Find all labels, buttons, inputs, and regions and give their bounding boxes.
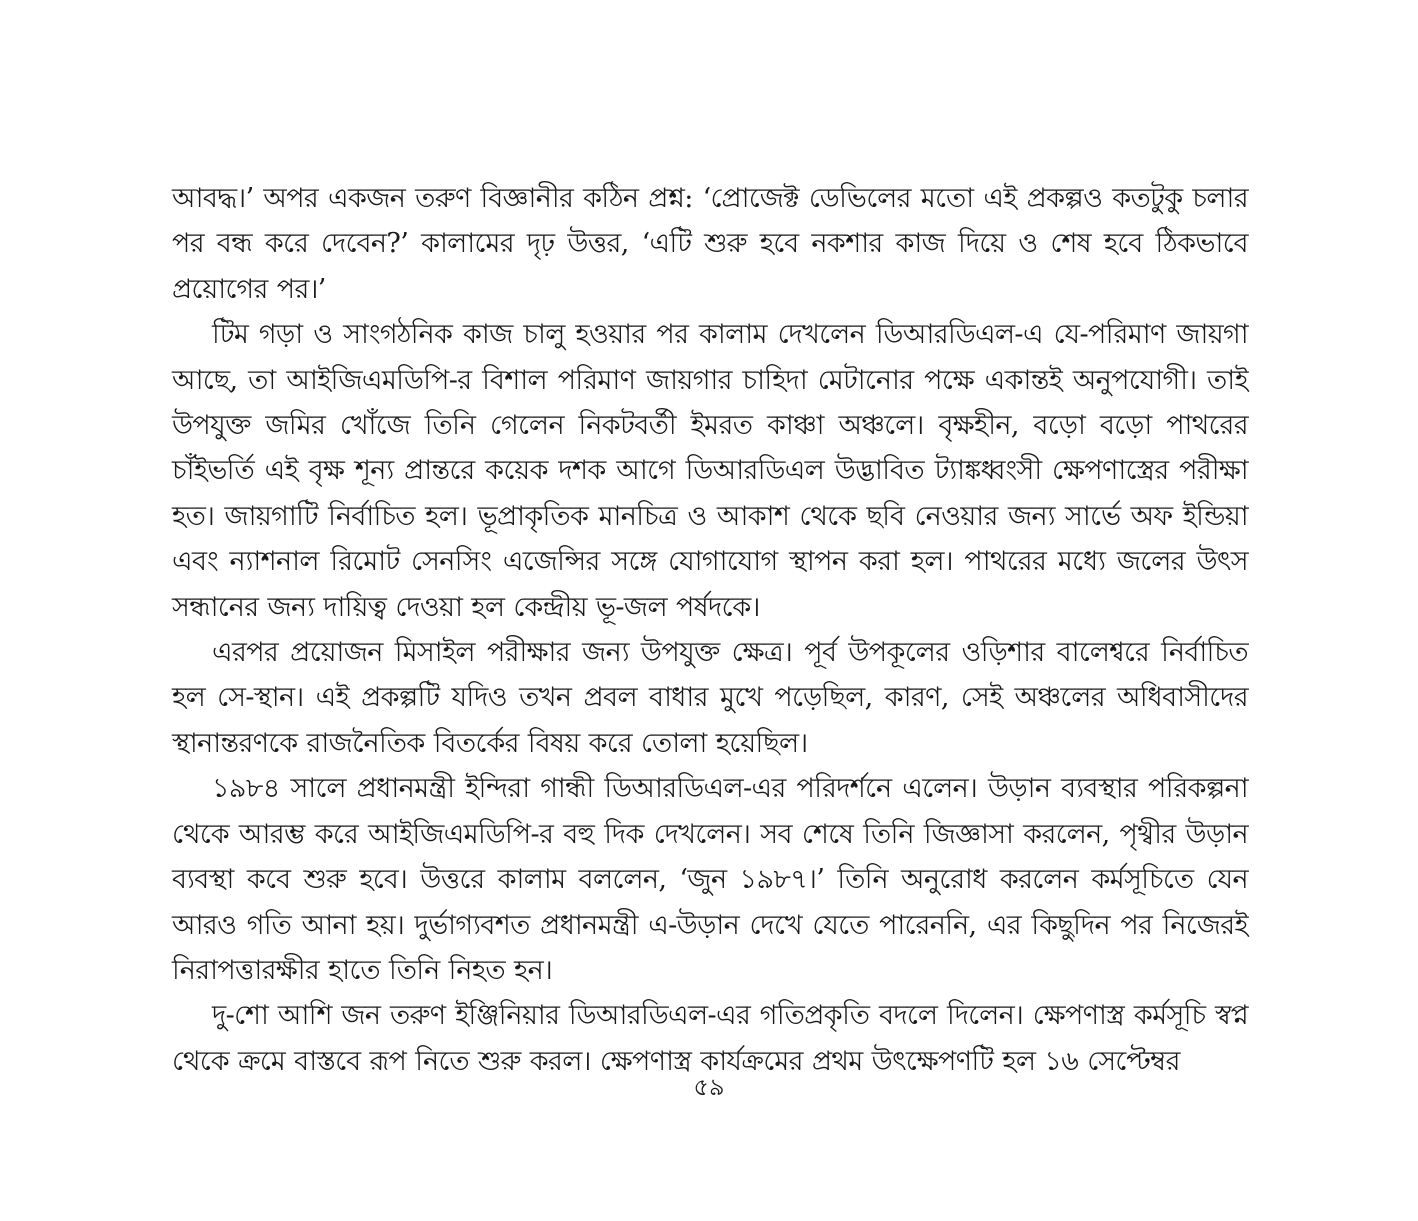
paragraph: ১৯৮৪ সালে প্রধানমন্ত্রী ইন্দিরা গান্ধী ডিআরডিএল-এর পরিদর্শনে এলেন। উড়ান ব্যবস্থার পরিকল্পনা থেকে আরম্ভ করে আইজিএমডিপি-র বহু দিক দেখলেন। সব শেষে তিনি জিজ্ঞাসা করলেন, পৃথ্বীর উড়ান ব্যবস্থা কবে শুরু হবে। উত্তরে কালাম বললেন, ‘জুন ১৯৮৭।’ তিনি অনুরোধ করলেন কর্মসূচিতে যেন আরও গতি আনা হয়। দুর্ভাগ্যবশত প্রধানমন্ত্রী এ-উড়ান দেখে যেতে পারেননি, এর কিছুদিন পর নিজেরই নিরাপত্তারক্ষীর হাতে তিনি নিহত হন। — [172, 773, 1248, 986]
paragraph: এরপর প্রয়োজন মিসাইল পরীক্ষার জন্য উপযুক্ত ক্ষেত্র। পূর্ব উপকূলের ওড়িশার বালেশ্বরে নির্বাচিত হল সে-স্থান। এই প্রকল্পটি যদিও তখন প্রবল বাধার মুখে পড়েছিল, কারণ, সেই অঞ্চলের অধিবাসীদের স্থানান্তরণকে রাজনৈতিক বিতর্কের বিষয় করে তোলা হয়েছিল। — [172, 637, 1248, 759]
paragraph-continued: আবদ্ধ।’ অপর একজন তরুণ বিজ্ঞানীর কঠিন প্রশ্ন: ‘প্রোজেক্ট ডেভিলের মতো এই প্রকল্পও কতটুকু চলার পর বন্ধ করে দেবেন?’ কালামের দৃঢ় উত্তর, ‘এটি শুরু হবে নকশার কাজ দিয়ে ও শেষ হবে ঠিকভাবে প্রয়োগের পর।’ — [172, 183, 1248, 305]
paragraph: দু-শো আশি জন তরুণ ইঞ্জিনিয়ার ডিআরডিএল-এর গতিপ্রকৃতি বদলে দিলেন। ক্ষেপণাস্ত্র কর্মসূচি স্বপ্ন থেকে ক্রমে বাস্তবে রূপ নিতে শুরু করল। ক্ষেপণাস্ত্র কার্যক্রমের প্রথম উৎক্ষেপণটি হল ১৬ সেপ্টেম্বর — [172, 1000, 1248, 1077]
page-number: ৫৯ — [693, 1073, 725, 1101]
body-text — [172, 176, 1248, 1084]
paragraph: টিম গড়া ও সাংগঠনিক কাজ চালু হওয়ার পর কালাম দেখলেন ডিআরডিএল-এ যে-পরিমাণ জায়গা আছে, তা আইজিএমডিপি-র বিশাল পরিমাণ জায়গার চাহিদা মেটানোর পক্ষে একান্তই অনুপযোগী। তাই উপযুক্ত জমির খোঁজে তিনি গেলেন নিকটবর্তী ইমরত কাঞ্চা অঞ্চলে। বৃক্ষহীন, বড়ো বড়ো পাথরের চাঁইভর্তি এই বৃক্ষ শূন্য প্রান্তরে কয়েক দশক আগে ডিআরডিএল উদ্ভাবিত ট্যাঙ্কধ্বংসী ক্ষেপণাস্ত্রের পরীক্ষা হত। জায়গাটি নির্বাচিত হল। ভূপ্রাকৃতিক মানচিত্র ও আকাশ থেকে ছবি নেওয়ার জন্য সার্ভে অফ ইন্ডিয়া এবং ন্যাশনাল রিমোট সেনসিং এজেন্সির সঙ্গে যোগাযোগ স্থাপন করা হল। পাথরের মধ্যে জলের উৎস সন্ধানের জন্য দায়িত্ব দেওয়া হল কেন্দ্রীয় ভূ-জল পর্ষদকে। — [172, 319, 1248, 623]
